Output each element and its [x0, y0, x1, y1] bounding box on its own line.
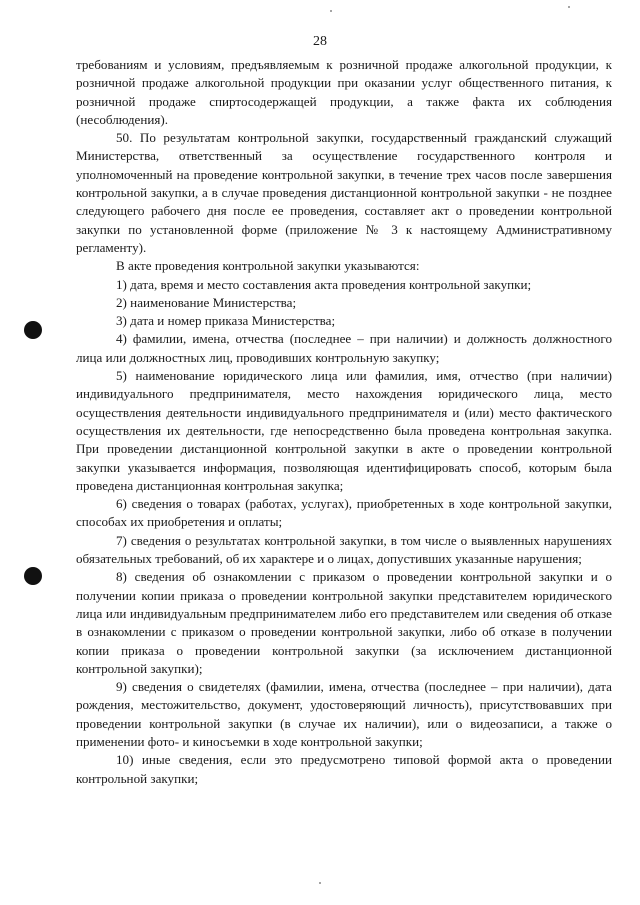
- list-item-8: 8) сведения об ознакомлении с приказом о проведении контрольной закупки и о получении копии приказа о проведении контрольной закупки представителем юридического лица или индивидуальным предпринимателем либо его представителем или сведения об отказе в ознакомлении с приказом о проведении контрольной закупки, либо об отказе в получении копии приказа о проведении контрольной закупки (за исключением дистанционной контрольной закупки);: [76, 569, 612, 676]
- scan-speck: [568, 6, 570, 8]
- paragraph-item-50: 50. По результатам контрольной закупки, государственный гражданский служащий Министерства, ответственный за осуществление государственного контроля и уполномоченный на проведение контрольной закупки, в течение трех часов после завершения контрольной закупки, а в случае проведения дистанционной контрольной закупки - не позднее следующего рабочего дня после ее проведения, составляет акт о проведении контрольной закупки по установленной форме (приложение № 3 к настоящему Административному регламенту).: [76, 130, 612, 255]
- list-item-5: 5) наименование юридического лица или фамилия, имя, отчество (при наличии) индивидуального предпринимателя, место нахождения юридического лица, место осуществления деятельности индивидуального предпринимателя и (или) место фактического осуществления их деятельности, где непосредственно была проведена контрольная закупка. При проведении дистанционной контрольной закупки в акте о проведении контрольной закупки указывается информация, позволяющая идентифицировать способ, которым была проведена дистанционная контрольная закупка;: [76, 368, 612, 493]
- scan-speck: [330, 10, 332, 12]
- paragraph-act-contents-intro: В акте проведения контрольной закупки указываются:: [116, 258, 420, 274]
- punch-hole-bottom: [24, 567, 42, 585]
- punch-hole-top: [24, 321, 42, 339]
- document-body: [76, 56, 612, 788]
- list-item-6: 6) сведения о товарах (работах, услугах), приобретенных в ходе контрольной закупки, способах их приобретения и оплаты;: [76, 496, 612, 530]
- list-item-7: 7) сведения о результатах контрольной закупки, в том числе о выявленных нарушениях обязательных требований, об их характере и о лицах, допустивших указанные нарушения;: [76, 532, 612, 567]
- list-item-9: 9) сведения о свидетелях (фамилии, имена, отчества (последнее – при наличии), дата рождения, местожительство, документ, удостоверяющий личность), присутствовавших при проведении контрольной закупки (в случае их наличии), или о видеозаписи, а также о применении фото- и киносъемки в ходе контрольной закупки;: [76, 679, 612, 749]
- list-item-1: 1) дата, время и место составления акта проведения контрольной закупки;: [116, 276, 532, 292]
- scan-speck: [319, 882, 321, 884]
- list-item-2: 2) наименование Министерства;: [116, 294, 297, 310]
- list-item-10: 10) иные сведения, если это предусмотрено типовой формой акта о проведении контрольной закупки;: [76, 752, 612, 786]
- paragraph-continuation: требованиям и условиям, предъявляемым к розничной продаже алкогольной продукции, к розничной продаже алкогольной продукции при оказании услуг общественного питания, к розничной продаже спиртосодержащей продукции, а также факта их соблюдения (несоблюдения).: [76, 57, 612, 127]
- page-number: 28: [313, 34, 327, 49]
- list-item-3: 3) дата и номер приказа Министерства;: [116, 313, 336, 329]
- list-item-4: 4) фамилии, имена, отчества (последнее – при наличии) и должность должностного лица или должностных лиц, проводивших контрольную закупку;: [76, 331, 612, 365]
